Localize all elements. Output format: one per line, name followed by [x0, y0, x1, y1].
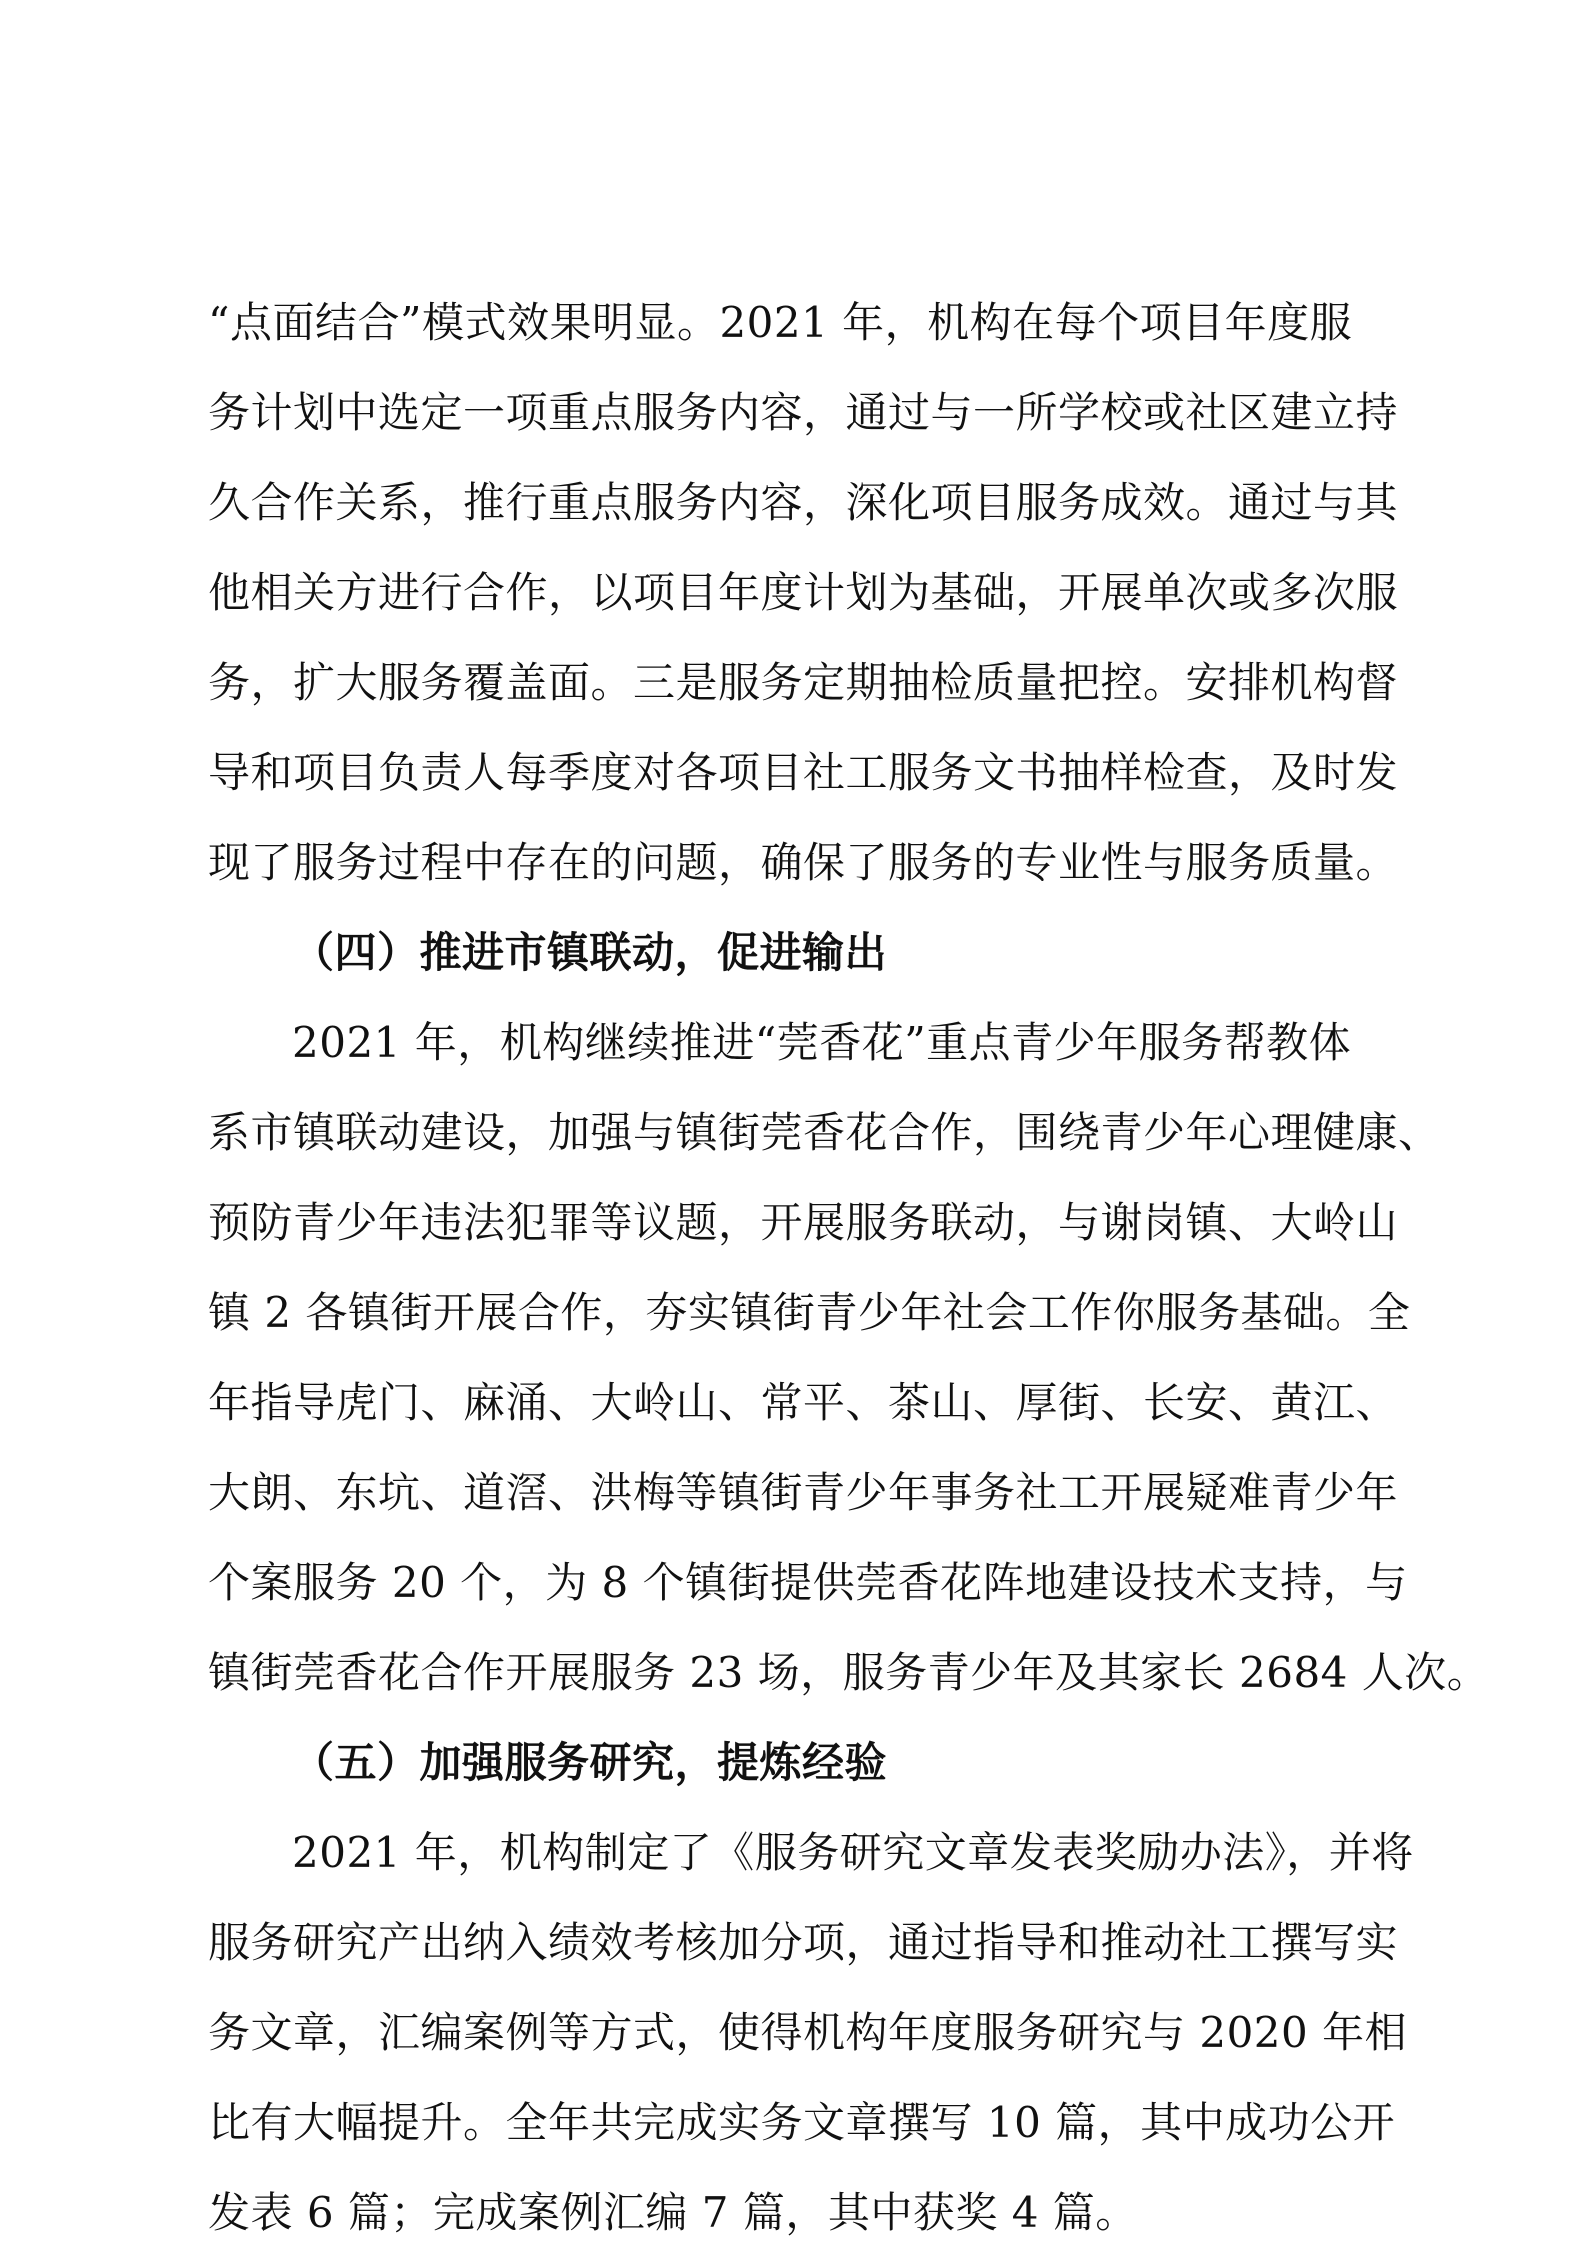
text-line: 系市镇联动建设，加强与镇街莞香花合作，围绕青少年心理健康、	[208, 1108, 1441, 1157]
text-line: 镇街莞香花合作开展服务 23 场，服务青少年及其家长 2684 人次。	[208, 1648, 1490, 1697]
text-line: 久合作关系，推行重点服务内容，深化项目服务成效。通过与其	[208, 478, 1399, 527]
paragraph-city-town-linkage	[208, 998, 1490, 1718]
text-line: 他相关方进行合作，以项目年度计划为基础，开展单次或多次服	[208, 568, 1399, 617]
text-line: 发表 6 篇；完成案例汇编 7 篇，其中获奖 4 篇。	[208, 2188, 1138, 2237]
section-heading-5: （五）加强服务研究，提炼经验	[292, 1738, 888, 1787]
text-line: 务计划中选定一项重点服务内容，通过与一所学校或社区建立持	[208, 388, 1399, 437]
paragraph-service-research	[208, 1808, 1414, 2258]
section-heading-4: （四）推进市镇联动，促进输出	[292, 928, 888, 977]
text-line: 2021 年，机构继续推进“莞香花”重点青少年服务帮教体	[292, 1018, 1352, 1067]
text-line: 比有大幅提升。全年共完成实务文章撰写 10 篇，其中成功公开	[208, 2098, 1396, 2147]
text-line: 导和项目负责人每季度对各项目社工服务文书抽样检查，及时发	[208, 748, 1399, 797]
text-line: 个案服务 20 个，为 8 个镇街提供莞香花阵地建设技术支持，与	[208, 1558, 1408, 1607]
text-line: 务文章，汇编案例等方式，使得机构年度服务研究与 2020 年相	[208, 2008, 1408, 2057]
text-line: 大朗、东坑、道滘、洪梅等镇街青少年事务社工开展疑难青少年	[208, 1468, 1399, 1517]
text-line: 镇 2 各镇街开展合作，夯实镇街青少年社会工作你服务基础。全	[208, 1288, 1411, 1337]
text-line: 预防青少年违法犯罪等议题，开展服务联动，与谢岗镇、大岭山	[208, 1198, 1399, 1247]
text-line: 2021 年，机构制定了《服务研究文章发表奖励办法》，并将	[292, 1828, 1414, 1877]
text-line: 服务研究产出纳入绩效考核加分项，通过指导和推动社工撰写实	[208, 1918, 1399, 1967]
text-line: 务，扩大服务覆盖面。三是服务定期抽检质量把控。安排机构督	[208, 658, 1399, 707]
document-body	[208, 278, 1490, 2258]
text-line: “点面结合”模式效果明显。2021 年，机构在每个项目年度服	[208, 298, 1353, 347]
text-line: 现了服务过程中存在的问题，确保了服务的专业性与服务质量。	[208, 838, 1399, 887]
paragraph-quality-control	[208, 278, 1399, 908]
text-line: 年指导虎门、麻涌、大岭山、常平、茶山、厚街、长安、黄江、	[208, 1378, 1399, 1427]
